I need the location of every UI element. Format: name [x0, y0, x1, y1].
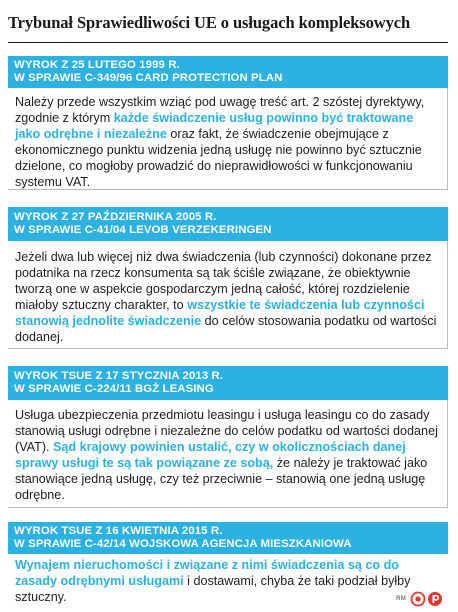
ruling-text-plain: do celów stosowania podatku od wartości dodanej.	[15, 314, 437, 344]
ruling-text	[8, 554, 448, 604]
ruling-section-3	[8, 366, 448, 508]
ruling-section-2	[8, 207, 448, 349]
ruling-text-plain: Należy przede wszystkim wziąć pod uwagę treść art. 2 szóstej dyrektywy, zgodnie z którym	[15, 95, 425, 125]
ruling-case: W SPRAWIE C-42/14 WOJSKOWA AGENCJA MIESZKANIOWA	[14, 538, 352, 550]
ruling-text-plain: Jeżeli dwa lub więcej niż dwa świadczenia (lub czynności) dokonane przez podatnika na rzecz konsumenta są tak ściśle związane, że obiektywnie tworzą one w aspekcie gospodarczym jedną całość, której rozdzielenie miałoby sztuczny charakter, to	[15, 250, 432, 312]
ruling-text-plain: Usługa ubezpieczenia przedmiotu leasingu i usługa leasingu co do zasady stanowią usługi odrębne i niezależne do celów podatku od wartości dodanej (VAT).	[15, 408, 438, 454]
ruling-heading	[8, 207, 448, 241]
ruling-date: WYROK TSUE Z 16 KWIETNIA 2015 R.	[14, 524, 223, 537]
ruling-text-highlight: każde świadczenie usług powinno być traktowane jako odrębne i niezależne	[15, 111, 414, 141]
ruling-date: WYROK TSUE Z 17 STYCZNIA 2013 R.	[14, 369, 224, 382]
ruling-case: W SPRAWIE C-349/96 CARD PROTECTION PLAN	[14, 72, 283, 84]
ruling-section-4	[8, 522, 448, 604]
ruling-case: W SPRAWIE C-224/11 BGŻ LEASING	[14, 383, 214, 395]
ruling-date: WYROK Z 27 PAŹDZIERNIKA 2005 R.	[14, 210, 217, 223]
ruling-text-highlight: Wynajem nieruchomości i związane z nimi świadczenia są co do zasady odrębnymi usługami	[15, 558, 399, 588]
ruling-section-1	[8, 56, 448, 190]
ruling-text-highlight: wszystkie te świadczenia lub czynności stanowią jednolite świadczenie	[15, 298, 425, 328]
ruling-heading	[8, 366, 448, 400]
ruling-case: W SPRAWIE C-41/04 LEVOB VERZEKERINGEN	[14, 224, 272, 236]
ruling-text-plain: oraz fakt, że świadczenie obejmujące z ekonomicznego punktu widzenia jedną usługę nie powinno być sztucznie dzielone, co mogłoby prowadzić do nieprawidłowości w funkcjonowaniu systemu VAT.	[15, 127, 422, 189]
ruling-heading	[8, 56, 448, 88]
ruling-text-highlight: Sąd krajowy powinien ustalić, czy w okolicznościach danej sprawy usługi te są tak powiązane ze sobą,	[15, 440, 406, 470]
ruling-text	[8, 400, 448, 508]
ruling-text	[8, 241, 448, 349]
ruling-text	[8, 88, 448, 190]
publisher-logo	[410, 591, 446, 607]
ruling-date: WYROK Z 25 LUTEGO 1999 R.	[14, 58, 180, 71]
ruling-text-plain: i dostawami, chyba że taki podział byłby sztuczny.	[15, 574, 411, 604]
author-credit: RM	[396, 596, 406, 602]
page-title: Trybunał Sprawiedliwości UE o usługach kompleksowych	[8, 13, 411, 32]
ruling-text-plain: że należy je traktować jako stanowiące jedną usługę, czy też przeciwnie – stanowią one jedną usługę odrębne.	[15, 456, 428, 502]
title-divider	[8, 42, 448, 43]
ruling-heading	[8, 522, 448, 554]
